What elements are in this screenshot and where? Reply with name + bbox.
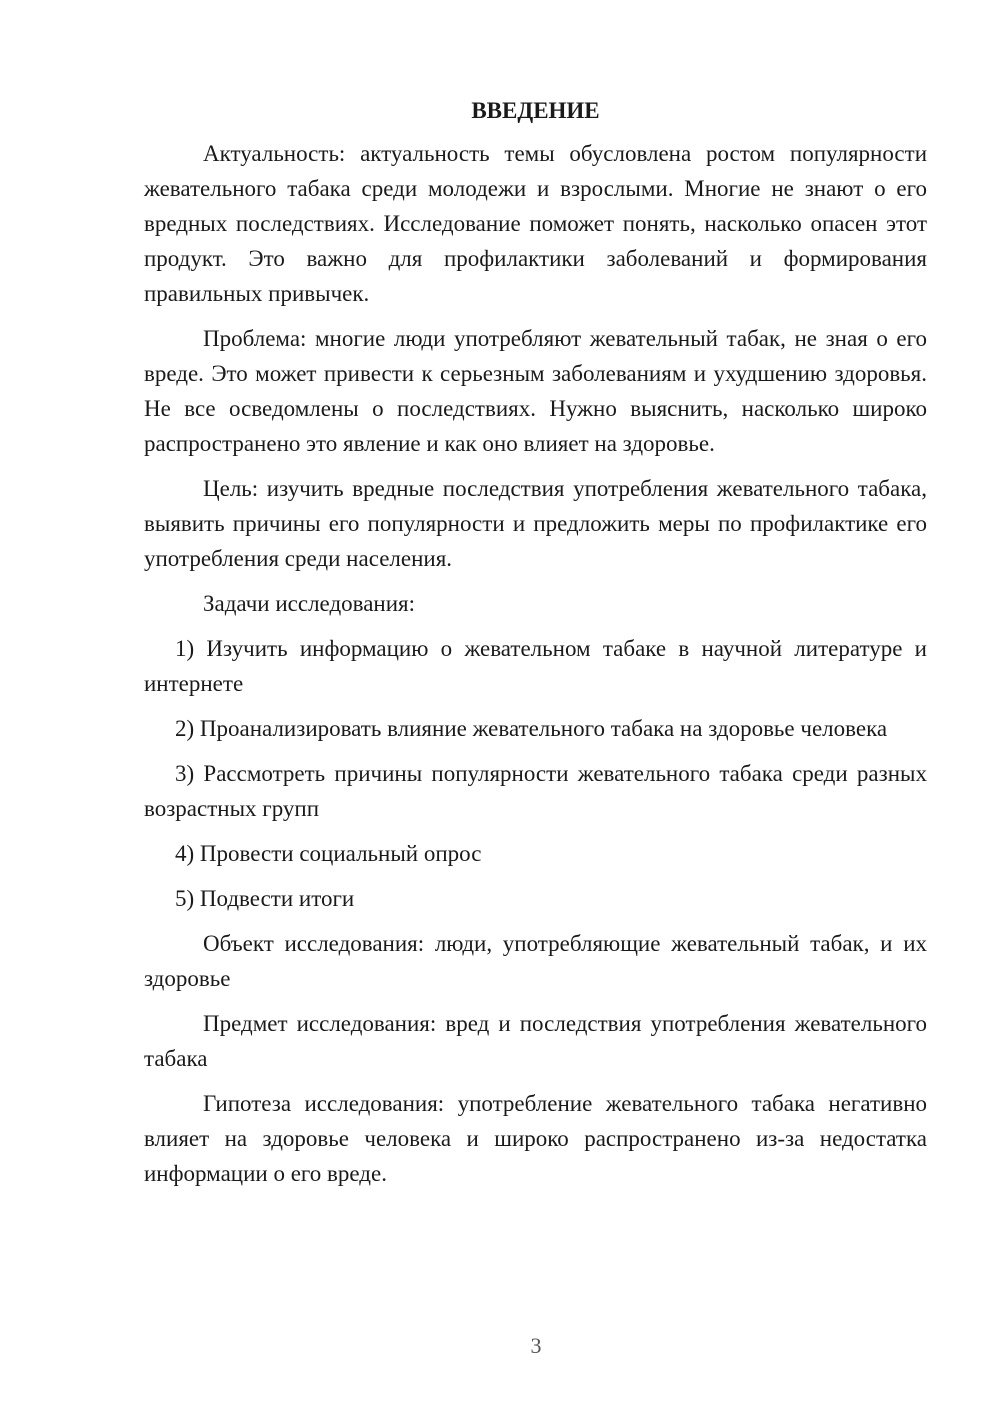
task-item: 3) Рассмотреть причины популярности жевательного табака среди разных возрастных групп [144,761,927,821]
section-title: ВВЕДЕНИЕ [471,98,600,123]
page-number: 3 [530,1333,542,1358]
hypothesis-paragraph: Гипотеза исследования: употребление жевательного табака негативно влияет на здоровье человека и широко распространено из-за недостатка информации о его вреде. [144,1091,927,1186]
task-item: 5) Подвести итоги [175,886,355,911]
problem-paragraph: Проблема: многие люди употребляют жевательный табак, не зная о его вреде. Это может привести к серьезным заболеваниям и ухудшению здоровья. Не все осведомлены о последствиях. Нужно выяснить, насколько широко распространено это явление и как оно влияет на здоровье. [144,326,927,456]
object-paragraph: Объект исследования: люди, употребляющие жевательный табак, и их здоровье [144,931,927,991]
goal-paragraph: Цель: изучить вредные последствия употребления жевательного табака, выявить причины его популярности и предложить меры по профилактике его употребления среди населения. [144,476,927,571]
tasks-heading: Задачи исследования: [203,591,416,616]
relevance-paragraph: Актуальность: актуальность темы обусловлена ростом популярности жевательного табака среди молодежи и взрослыми. Многие не знают о его вредных последствиях. Исследование поможет понять, насколько опасен этот продукт. Это важно для профилактики заболеваний и формирования правильных привычек. [144,141,927,306]
subject-paragraph: Предмет исследования: вред и последствия употребления жевательного табака [144,1011,927,1071]
task-item: 2) Проанализировать влияние жевательного табака на здоровье человека [175,716,888,741]
task-item: 4) Провести социальный опрос [175,841,482,866]
document-body [144,96,927,1201]
task-item: 1) Изучить информацию о жевательном табаке в научной литературе и интернете [144,636,927,696]
